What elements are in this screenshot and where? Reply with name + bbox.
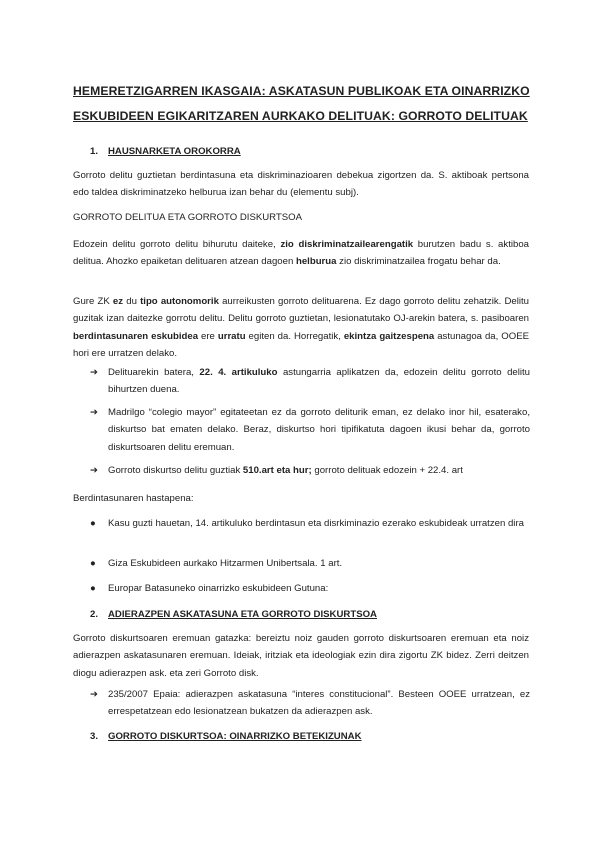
section-title: HAUSNARKETA OROKORRA bbox=[108, 146, 241, 157]
text-run-bold: helburua bbox=[295, 256, 337, 268]
bullet-icon: ● bbox=[90, 583, 96, 594]
text-run: Gorroto diskurtso delitu guztiak bbox=[108, 465, 243, 476]
document-title-line-2: ESKUBIDEEN EGIKARITZAREN AURKAKO DELITUAK: GORROTO DELITUAK bbox=[73, 109, 528, 123]
paragraph-conflict: Gorroto diskurtsoaren eremuan gatazka: bereiztu noiz gauden gorroto diskurtsoaren eremuan eta noiz adierazpen askatasunaren eremuan. Ideiak, iritziak eta ideologiak ezin dira zigortu ZK bidez. Zerri deitzen diogu adierazpen ask. eta zeri Gorroto disk. bbox=[73, 633, 529, 679]
text-run: egiten da. Horregatik, bbox=[245, 330, 344, 342]
text-run: astungarria aplikatzen da, edozein delitu gorroto delitu bihurtzen duena. bbox=[108, 367, 531, 396]
paragraph-hate-crime bbox=[73, 236, 529, 271]
text-run-bold: urratu bbox=[217, 330, 246, 342]
text-run: zio diskriminatzailea frogatu behar da. bbox=[336, 256, 501, 268]
arrow-icon: ➔ bbox=[90, 689, 99, 700]
section-number: 3. bbox=[90, 731, 99, 742]
text-run-bold: ekintza gaitzespena bbox=[343, 330, 435, 342]
section-heading-3 bbox=[90, 731, 362, 742]
section-title: ADIERAZPEN ASKATASUNA ETA GORROTO DISKURTSOA bbox=[108, 609, 377, 620]
text-run: Gure ZK bbox=[73, 296, 113, 307]
list-item-text: Giza Eskubideen aurkako Hitzarmen Unibertsala. 1 art. bbox=[108, 558, 343, 569]
text-run-bold: berdintasunaren eskubidea bbox=[73, 330, 199, 342]
bullet-list-item bbox=[90, 580, 530, 597]
text-run: ere bbox=[198, 330, 218, 342]
arrow-list-item bbox=[90, 686, 530, 721]
text-run: aurreikusten gorroto delituarena. Ez dago gorroto delitu zehatzik. Delitu guzitak izan daitezke gorrotu delitu. Delitu gorroto guztietan, lesionatutako OJ-arekin batera, s. pasiboaren bbox=[73, 296, 529, 325]
document-title-line-1: HEMERETZIGARREN IKASGAIA: ASKATASUN PUBLIKOAK ETA OINARRIZKO bbox=[73, 84, 530, 98]
arrow-icon: ➔ bbox=[90, 367, 99, 378]
list-item-text: 235/2007 Epaia: adierazpen askatasuna “interes constitucional”. Besteen OOEE urratzean, ez errespetatzean edo lesionatzean bukatzen da adierazpen ask. bbox=[108, 689, 530, 718]
arrow-list-item bbox=[90, 462, 530, 479]
text-run: Delituarekin batera, bbox=[108, 367, 200, 378]
paragraph-intro: Gorroto delitu guztietan berdintasuna eta diskriminazioaren debekua zigortzen da. S. aktiboak pertsona edo taldea diskriminatzeko helburua izan behar du (elementu subj). bbox=[73, 170, 529, 199]
arrow-list-item bbox=[90, 364, 530, 399]
text-run: astunagoa da, OOEE hori ere urratzen delako. bbox=[73, 330, 529, 359]
bullet-icon: ● bbox=[90, 518, 96, 529]
principle-label: Berdintasunaren hastapena: bbox=[73, 493, 194, 504]
list-item-text: Kasu guzti hauetan, 14. artikuluko berdintasun eta disrkiminazio ezerako eskubideak urratzen dira bbox=[108, 518, 524, 529]
section-number: 1. bbox=[90, 146, 99, 157]
text-run-bold: 510.art eta hur; bbox=[242, 465, 312, 476]
arrow-list-item bbox=[90, 404, 530, 456]
text-run: burutzen badu s. aktiboa delitua. Ahozko epaiketan delituaren atzean dagoen bbox=[73, 239, 529, 268]
list-item-text: Madrilgo “colegio mayor” egitateetan ez da gorroto deliturik eman, ez delako inor hil, esaterako, diskurtso bat ematen delako. Beraz, diskurtso hori tipifikatuta dagoen ikusi behar da, gorroto diskurtsoaren delitu eremuan. bbox=[108, 407, 530, 453]
section-heading-1 bbox=[90, 146, 241, 157]
section-heading-2 bbox=[90, 609, 377, 620]
text-run: du bbox=[123, 296, 141, 307]
section-number: 2. bbox=[90, 609, 99, 620]
bullet-icon: ● bbox=[90, 558, 96, 569]
text-run: Edozein delitu gorroto delitu bihurutu daiteke, bbox=[73, 239, 281, 250]
bullet-list-item bbox=[90, 555, 530, 572]
arrow-icon: ➔ bbox=[90, 465, 99, 476]
text-run-bold: zio diskriminatzailearengatik bbox=[280, 239, 414, 250]
bullet-list-item bbox=[90, 515, 530, 532]
text-run-bold: tipo autonomorik bbox=[140, 296, 219, 307]
arrow-icon: ➔ bbox=[90, 407, 99, 418]
text-run-bold: 22. 4. artikuluko bbox=[199, 367, 278, 378]
section-title: GORROTO DISKURTSOA: OINARRIZKO BETEKIZUNAK bbox=[108, 731, 362, 742]
list-item-text: Europar Batasuneko oinarrizko eskubideen Gutuna: bbox=[108, 583, 329, 594]
text-run-bold: ez bbox=[112, 296, 124, 307]
subheading: GORROTO DELITUA ETA GORROTO DISKURTSOA bbox=[73, 212, 303, 223]
paragraph-criminal-code bbox=[73, 293, 529, 362]
text-run: gorroto delituak edozein + 22.4. art bbox=[311, 465, 463, 476]
